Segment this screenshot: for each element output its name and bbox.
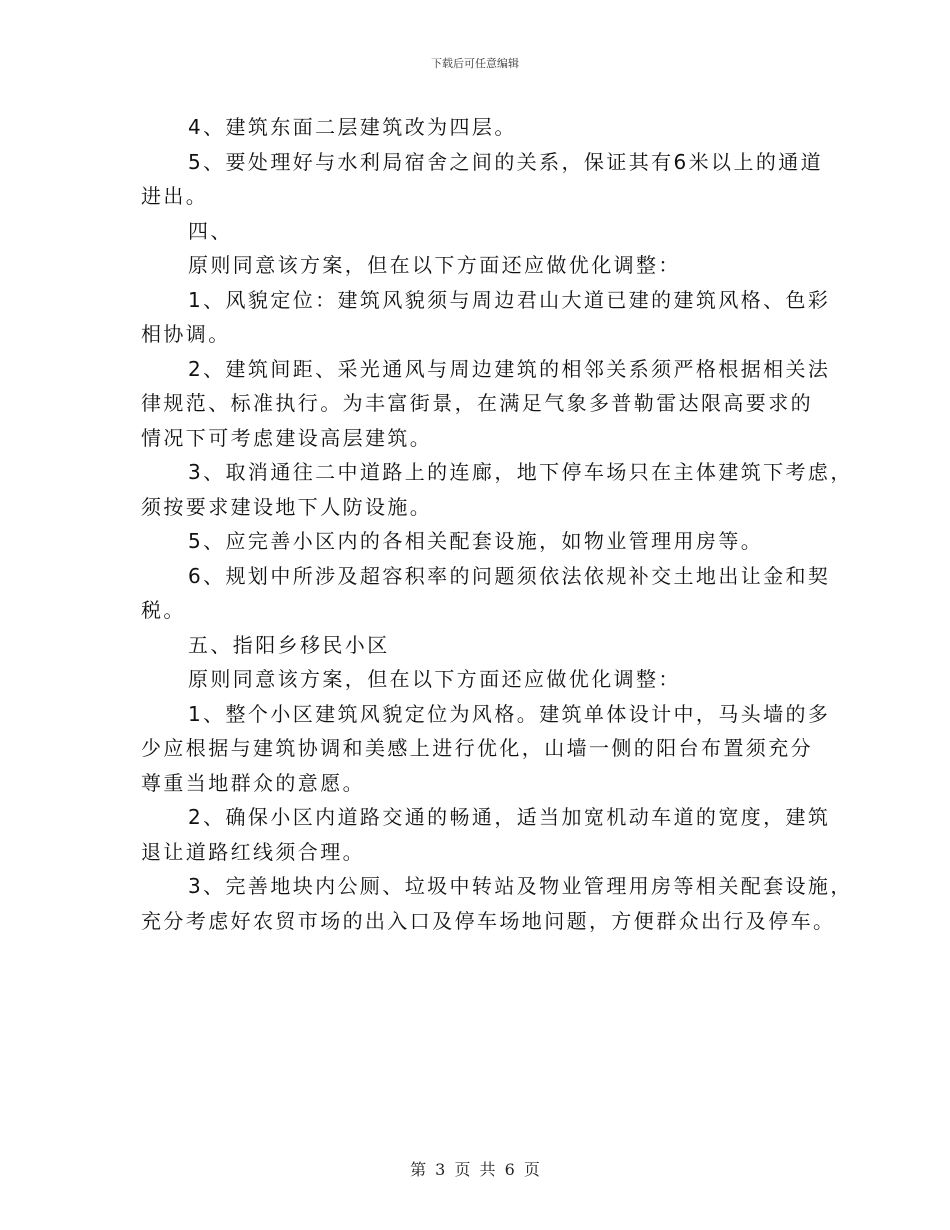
paragraph-line: 少应根据与建筑协调和美感上进行优化，山墙一侧的阳台布置须充分 (141, 736, 813, 760)
document-body (141, 110, 853, 938)
paragraph-line: 原则同意该方案，但在以下方面还应做优化调整： (188, 667, 681, 691)
paragraph-line: 4、建筑东面二层建筑改为四层。 (188, 115, 517, 139)
paragraph-line: 2、建筑间距、采光通风与周边建筑的相邻关系须严格根据相关法 (188, 356, 831, 381)
paragraph-line: 1、整个小区建筑风貌定位为风格。建筑单体设计中，马头墙的多 (188, 701, 831, 726)
paragraph-line: 相协调。 (141, 322, 231, 346)
page-header: 下载后可任意编辑 (431, 57, 519, 70)
paragraph-line: 3、取消通往二中道路上的连廊，地下停车场只在主体建筑下考虑， (188, 460, 853, 484)
paragraph-line: 6、规划中所涉及超容积率的问题须依法依规补交土地出让金和契 (188, 563, 831, 588)
paragraph-line: 退让道路红线须合理。 (141, 839, 365, 864)
paragraph-line: 充分考虑好农贸市场的出入口及停车场地问题，方便群众出行及停车。 (141, 908, 836, 933)
paragraph-line: 5、要处理好与水利局宿舍之间的关系，保证其有6米以上的通道 (188, 149, 824, 174)
paragraph-line: 尊重当地群众的意愿。 (141, 770, 365, 795)
paragraph-line: 须按要求建设地下人防设施。 (141, 494, 433, 519)
paragraph-line: 律规范、标准执行。为丰富街景，在满足气象多普勒雷达限高要求的 (141, 391, 813, 415)
paragraph-line: 税。 (141, 598, 186, 622)
paragraph-line: 5、应完善小区内的各相关配套设施，如物业管理用房等。 (188, 529, 764, 553)
paragraph-line: 3、完善地块内公厕、垃圾中转站及物业管理用房等相关配套设施， (188, 874, 853, 898)
paragraph-line: 1、风貌定位：建筑风貌须与周边君山大道已建的建筑风格、色彩 (188, 287, 831, 312)
section-heading: 四、 (188, 218, 233, 243)
page-number: 第 3 页 共 6 页 (410, 1160, 540, 1179)
paragraph-line: 原则同意该方案，但在以下方面还应做优化调整： (188, 253, 681, 277)
paragraph-line: 情况下可考虑建设高层建筑。 (141, 425, 433, 450)
section-heading: 五、指阳乡移民小区 (188, 632, 390, 657)
paragraph-line: 2、确保小区内道路交通的畅通，适当加宽机动车道的宽度，建筑 (188, 805, 831, 829)
paragraph-line: 进出。 (141, 184, 209, 208)
